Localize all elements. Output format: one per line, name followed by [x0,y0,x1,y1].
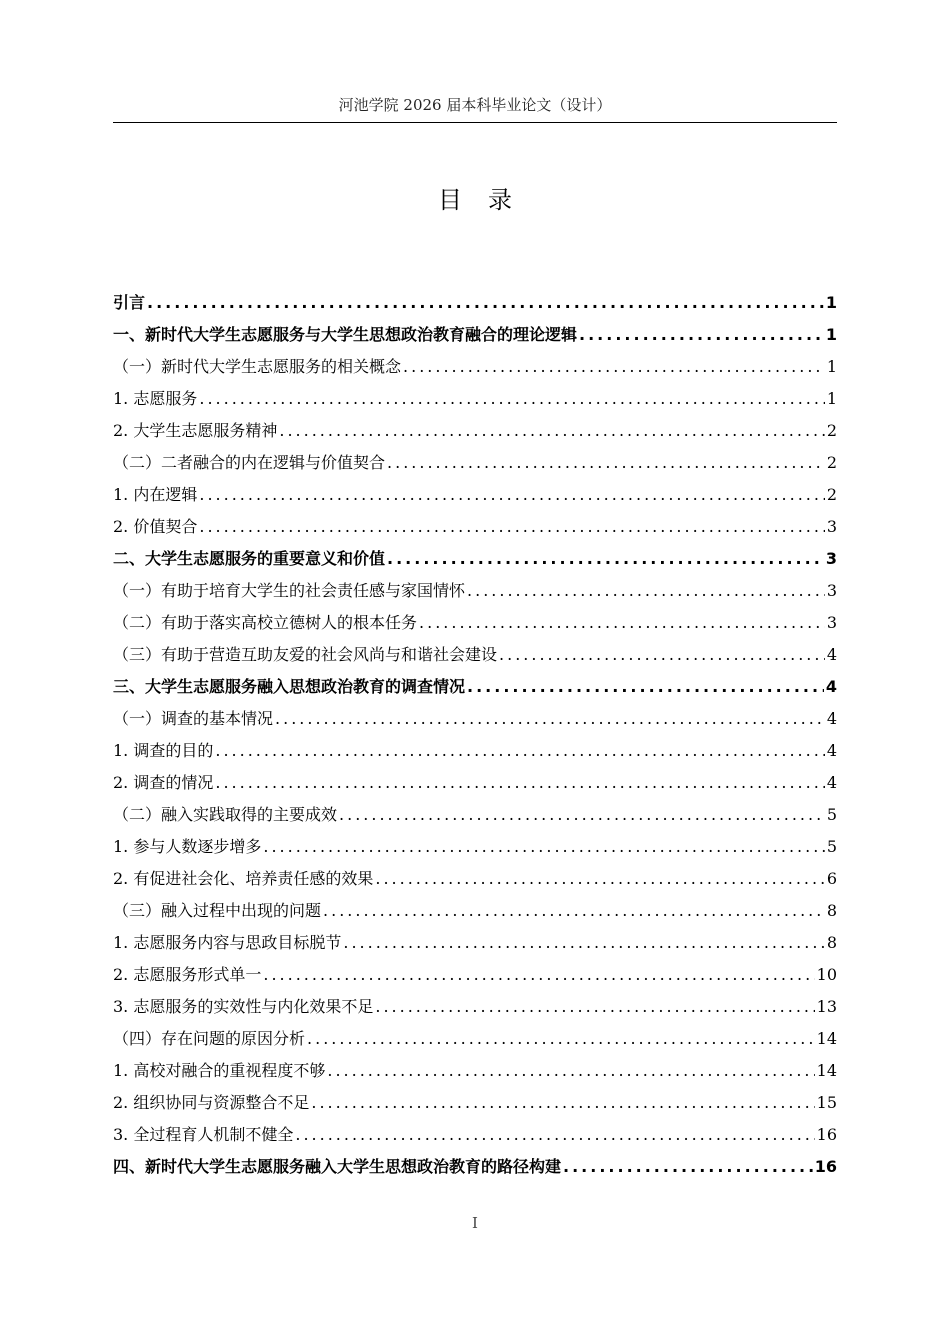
toc-entry-page: 1 [826,357,837,376]
toc-entry[interactable] [113,511,837,543]
toc-entry-label: 引言 [113,293,146,312]
toc-entry-page: 5 [826,837,837,856]
toc-entry[interactable] [113,575,837,607]
toc-dot-leader [499,639,825,671]
toc-dot-leader [419,607,825,639]
toc-entry-label: （一）新时代大学生志愿服务的相关概念 [113,357,402,376]
page-header: 河池学院 2026 届本科毕业论文（设计） [338,96,612,114]
toc-dot-leader [387,543,824,575]
toc-entry-label: 1. 高校对融合的重视程度不够 [113,1061,326,1080]
toc-dot-leader [311,1087,814,1119]
toc-dot-leader [279,415,824,447]
toc-entry-label: （四）存在问题的原因分析 [113,1029,306,1048]
toc-entry-page: 8 [826,933,837,952]
toc-dot-leader [339,799,825,831]
toc-entry-page: 4 [826,741,837,760]
toc-entry-label: 2. 价值契合 [113,517,198,536]
toc-entry[interactable] [113,959,837,991]
toc-entry[interactable] [113,607,837,639]
toc-dot-leader [343,927,824,959]
toc-entry-label: （二）融入实践取得的主要成效 [113,805,338,824]
toc-entry-page: 3 [826,613,837,632]
toc-entry-label: 3. 全过程育人机制不健全 [113,1125,294,1144]
toc-entry-page: 10 [816,965,837,984]
toc-entry-page: 3 [826,517,837,536]
toc-entry-page: 2 [826,453,837,472]
toc-title: 目录 [438,186,538,214]
toc-entry-page: 1 [826,389,837,408]
toc-entry[interactable] [113,351,837,383]
toc-entry[interactable] [113,639,837,671]
toc-entry-label: （二）有助于落实高校立德树人的根本任务 [113,613,418,632]
toc-entry[interactable] [113,735,837,767]
toc-dot-leader [579,319,824,351]
toc-dot-leader [263,959,814,991]
toc-entry-page: 13 [816,997,837,1016]
toc-entry[interactable] [113,799,837,831]
toc-entry[interactable] [113,1055,837,1087]
toc-entry-label: （二）二者融合的内在逻辑与价值契合 [113,453,386,472]
toc-entry-label: 三、大学生志愿服务融入思想政治教育的调查情况 [113,677,466,696]
toc-entry-label: 2. 有促进社会化、培养责任感的效果 [113,869,374,888]
toc-entry-label: 1. 内在逻辑 [113,485,198,504]
toc-entry[interactable] [113,927,837,959]
toc-entry[interactable] [113,479,837,511]
toc-entry[interactable] [113,383,837,415]
toc-entry[interactable] [113,831,837,863]
page-number: I [472,1214,478,1232]
toc-entry[interactable] [113,1023,837,1055]
toc-entry[interactable] [113,863,837,895]
toc-entry-label: （三）融入过程中出现的问题 [113,901,322,920]
toc-dot-leader [323,895,825,927]
toc-dot-leader [275,703,825,735]
toc-dot-leader [375,991,814,1023]
toc-entry-page: 1 [825,293,837,312]
toc-dot-leader [215,735,824,767]
toc-dot-leader [467,671,824,703]
toc-dot-leader [199,383,824,415]
toc-entry-page: 4 [825,677,837,696]
toc-entry-label: 二、大学生志愿服务的重要意义和价值 [113,549,386,568]
toc-dot-leader [263,831,824,863]
toc-entry-page: 8 [826,901,837,920]
toc-entry[interactable] [113,1119,837,1151]
toc-entry-page: 15 [816,1093,837,1112]
toc-entry-page: 5 [826,805,837,824]
table-of-contents [113,287,837,1183]
toc-entry-page: 1 [825,325,837,344]
toc-entry-page: 16 [814,1157,837,1176]
toc-dot-leader [147,287,824,319]
toc-entry[interactable] [113,703,837,735]
toc-entry[interactable] [113,447,837,479]
toc-entry-label: （一）调查的基本情况 [113,709,274,728]
toc-entry-label: 1. 调查的目的 [113,741,214,760]
toc-dot-leader [563,1151,813,1183]
toc-entry-page: 16 [816,1125,837,1144]
toc-dot-leader [327,1055,814,1087]
toc-entry[interactable] [113,319,837,351]
toc-dot-leader [467,575,825,607]
toc-entry-label: （一）有助于培育大学生的社会责任感与家国情怀 [113,581,466,600]
toc-entry-page: 14 [816,1029,837,1048]
toc-entry[interactable] [113,895,837,927]
toc-entry-label: 2. 大学生志愿服务精神 [113,421,278,440]
toc-entry-page: 3 [825,549,837,568]
toc-entry-label: （三）有助于营造互助友爱的社会风尚与和谐社会建设 [113,645,498,664]
toc-dot-leader [199,479,824,511]
toc-entry-page: 4 [826,773,837,792]
toc-entry-page: 4 [826,709,837,728]
toc-entry[interactable] [113,1087,837,1119]
toc-entry-label: 1. 志愿服务 [113,389,198,408]
toc-entry-label: 一、新时代大学生志愿服务与大学生思想政治教育融合的理论逻辑 [113,325,578,344]
toc-dot-leader [403,351,825,383]
toc-entry[interactable] [113,287,837,319]
toc-dot-leader [375,863,824,895]
header-rule [113,122,837,123]
toc-entry[interactable] [113,1151,837,1183]
toc-entry-page: 6 [826,869,837,888]
toc-entry[interactable] [113,415,837,447]
toc-entry-label: 1. 参与人数逐步增多 [113,837,262,856]
toc-dot-leader [295,1119,814,1151]
toc-entry-page: 2 [826,485,837,504]
toc-entry-page: 3 [826,581,837,600]
toc-entry-label: 2. 组织协同与资源整合不足 [113,1093,310,1112]
toc-dot-leader [307,1023,815,1055]
toc-dot-leader [199,511,824,543]
toc-dot-leader [215,767,824,799]
toc-entry-label: 2. 志愿服务形式单一 [113,965,262,984]
toc-dot-leader [387,447,825,479]
toc-entry-label: 3. 志愿服务的实效性与内化效果不足 [113,997,374,1016]
toc-entry[interactable] [113,991,837,1023]
toc-entry[interactable] [113,671,837,703]
toc-entry-label: 1. 志愿服务内容与思政目标脱节 [113,933,342,952]
toc-entry-label: 2. 调查的情况 [113,773,214,792]
toc-entry-label: 四、新时代大学生志愿服务融入大学生思想政治教育的路径构建 [113,1157,562,1176]
toc-entry[interactable] [113,543,837,575]
toc-entry-page: 4 [826,645,837,664]
toc-entry-page: 2 [826,421,837,440]
toc-entry[interactable] [113,767,837,799]
toc-entry-page: 14 [816,1061,837,1080]
